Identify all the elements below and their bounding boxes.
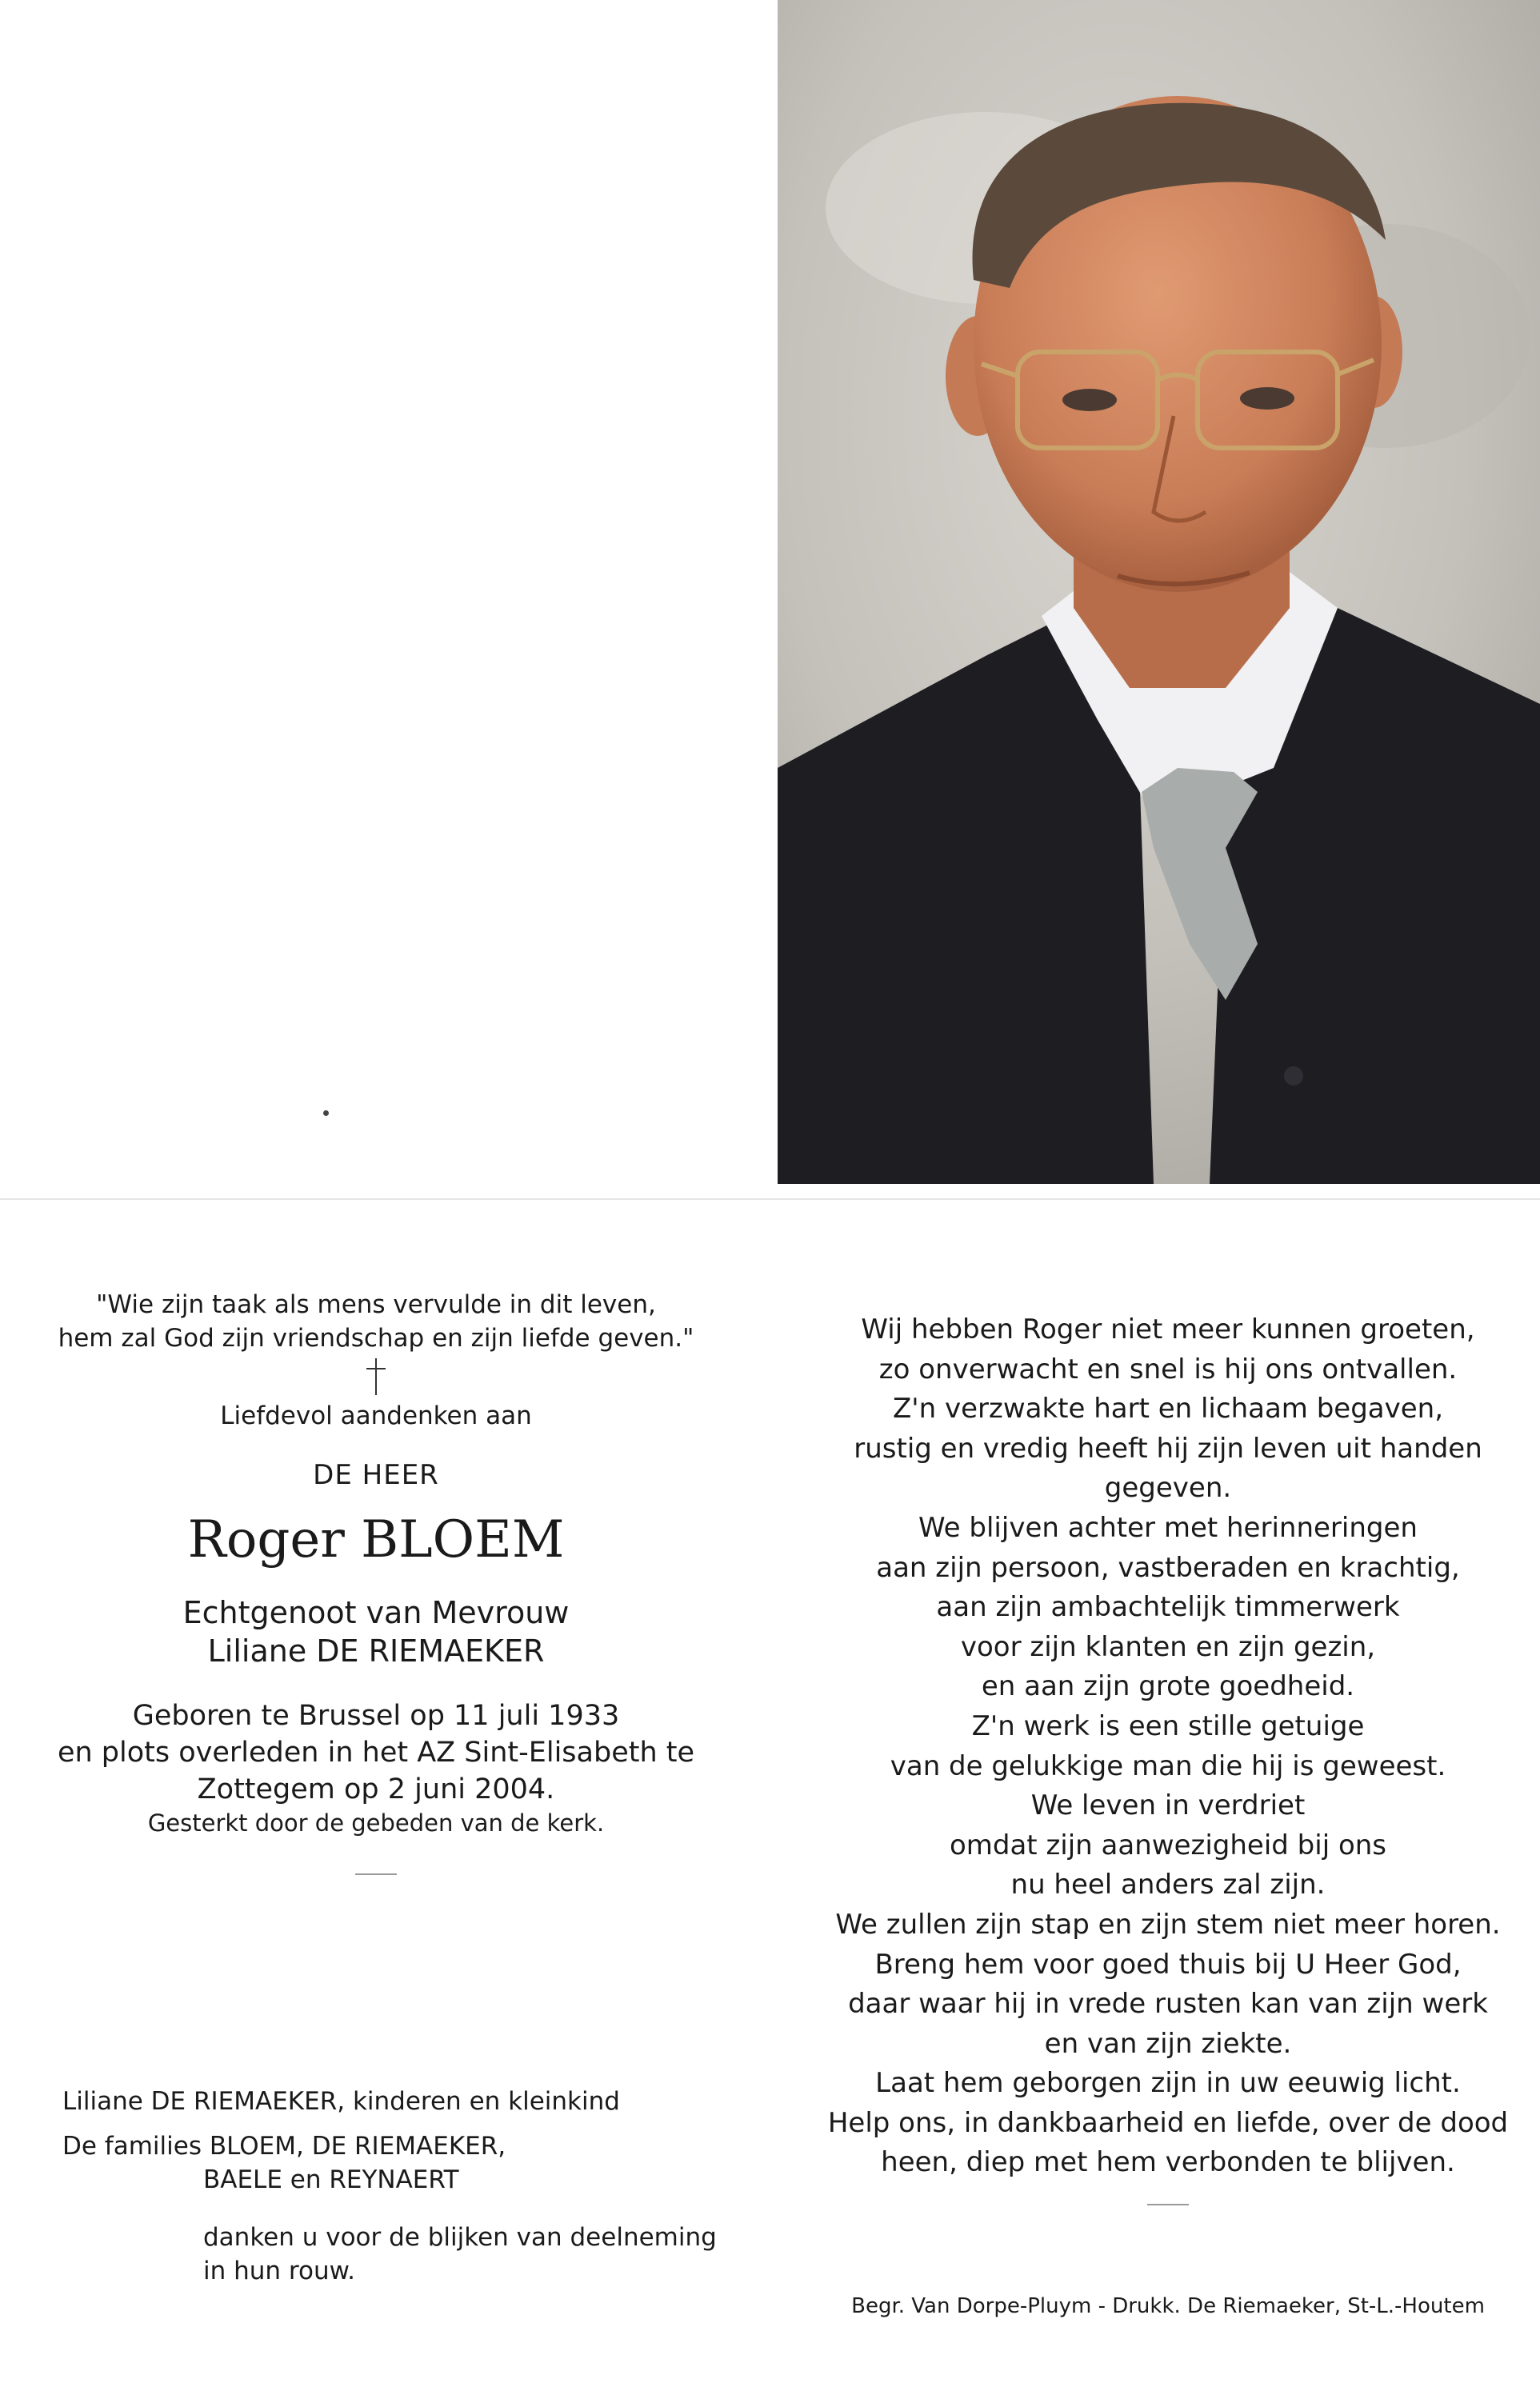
intro-text: Liefdevol aandenken aan (220, 1401, 532, 1430)
thanks-text-1: danken u voor de blijken van deelneming (203, 2223, 717, 2252)
poem-line: omdat zijn aanwezigheid bij ons (949, 1829, 1387, 1861)
poem-line: We zullen zijn stap en zijn stem niet meer horen. (835, 1908, 1501, 1941)
card-fold-line (0, 1198, 1540, 1200)
poem-line: daar waar hij in vrede rusten kan van zijn werk (848, 1988, 1488, 2021)
thanks-text-2: in hun rouw. (203, 2257, 355, 2285)
spouse-info (32, 1593, 720, 1670)
families-line-1: De families BLOEM, DE RIEMAEKER, (62, 2132, 506, 2161)
poem (816, 1310, 1520, 2183)
poem-line: We blijven achter met herinneringen (918, 1511, 1418, 1544)
right-panel (816, 1310, 1520, 2205)
quote-line-1: "Wie zijn taak als mens vervulde in dit leven, (96, 1290, 656, 1319)
ink-speck (323, 1110, 329, 1116)
poem-line: Help ons, in dankbaarheid en liefde, over de dood (827, 2106, 1509, 2139)
thanks-block (62, 2085, 750, 2288)
poem-line: en van zijn ziekte. (1044, 2027, 1292, 2060)
poem-line: Z'n verzwakte hart en lichaam begaven, (892, 1393, 1444, 1425)
poem-line: aan zijn ambachtelijk timmerwerk (936, 1591, 1400, 1624)
portrait-photo (778, 0, 1540, 1184)
poem-line: rustig en vredig heeft hij zijn leven uit handen (854, 1432, 1482, 1465)
divider (355, 1873, 397, 1875)
birth-line-1: Geboren te Brussel op 11 juli 1933 (132, 1700, 620, 1732)
cross-icon (360, 1358, 392, 1395)
left-panel (32, 1288, 720, 1875)
poem-line: aan zijn persoon, vastberaden en krachtig, (876, 1551, 1460, 1584)
quote-line-2: hem zal God zijn vriendschap en zijn liefde geven." (58, 1324, 694, 1353)
poem-line: gegeven. (1104, 1472, 1232, 1505)
poem-line: voor zijn klanten en zijn gezin, (960, 1630, 1376, 1663)
poem-line: zo onverwacht en snel is hij ons ontvallen. (878, 1353, 1458, 1385)
poem-line: Breng hem voor goed thuis bij U Heer God, (874, 1948, 1462, 1981)
church-line: Gesterkt door de gebeden van de kerk. (147, 1809, 605, 1837)
poem-line: en aan zijn grote goedheid. (981, 1670, 1355, 1703)
spouse-line-1: Echtgenoot van Mevrouw (182, 1595, 570, 1630)
divider (1147, 2204, 1189, 2205)
poem-line: van de gelukkige man die hij is geweest. (890, 1749, 1446, 1782)
printer-credit: Begr. Van Dorpe-Pluym - Drukk. De Riemaeker, St-L.-Houtem (851, 2294, 1485, 2318)
poem-line: heen, diep met hem verbonden te blijven. (881, 2146, 1455, 2179)
honorific-title: DE HEER (313, 1459, 439, 1491)
poem-line: Z'n werk is een stille getuige (971, 1709, 1365, 1742)
thanks-family-line: Liliane DE RIEMAEKER, kinderen en kleinkind (62, 2087, 620, 2116)
deceased-name: Roger BLOEM (187, 1510, 565, 1569)
spouse-line-2: Liliane DE RIEMAEKER (207, 1633, 545, 1669)
poem-line: We leven in verdriet (1030, 1789, 1306, 1822)
poem-line: Wij hebben Roger niet meer kunnen groeten, (861, 1313, 1475, 1345)
poem-line: Laat hem geborgen zijn in uw eeuwig licht. (875, 2067, 1461, 2100)
birth-line-3: Zottegem op 2 juni 2004. (197, 1773, 555, 1805)
birth-line-2: en plots overleden in het AZ Sint-Elisabeth te (57, 1737, 695, 1769)
families-line-2: BAELE en REYNAERT (203, 2165, 459, 2194)
poem-line: nu heel anders zal zijn. (1010, 1869, 1326, 1901)
